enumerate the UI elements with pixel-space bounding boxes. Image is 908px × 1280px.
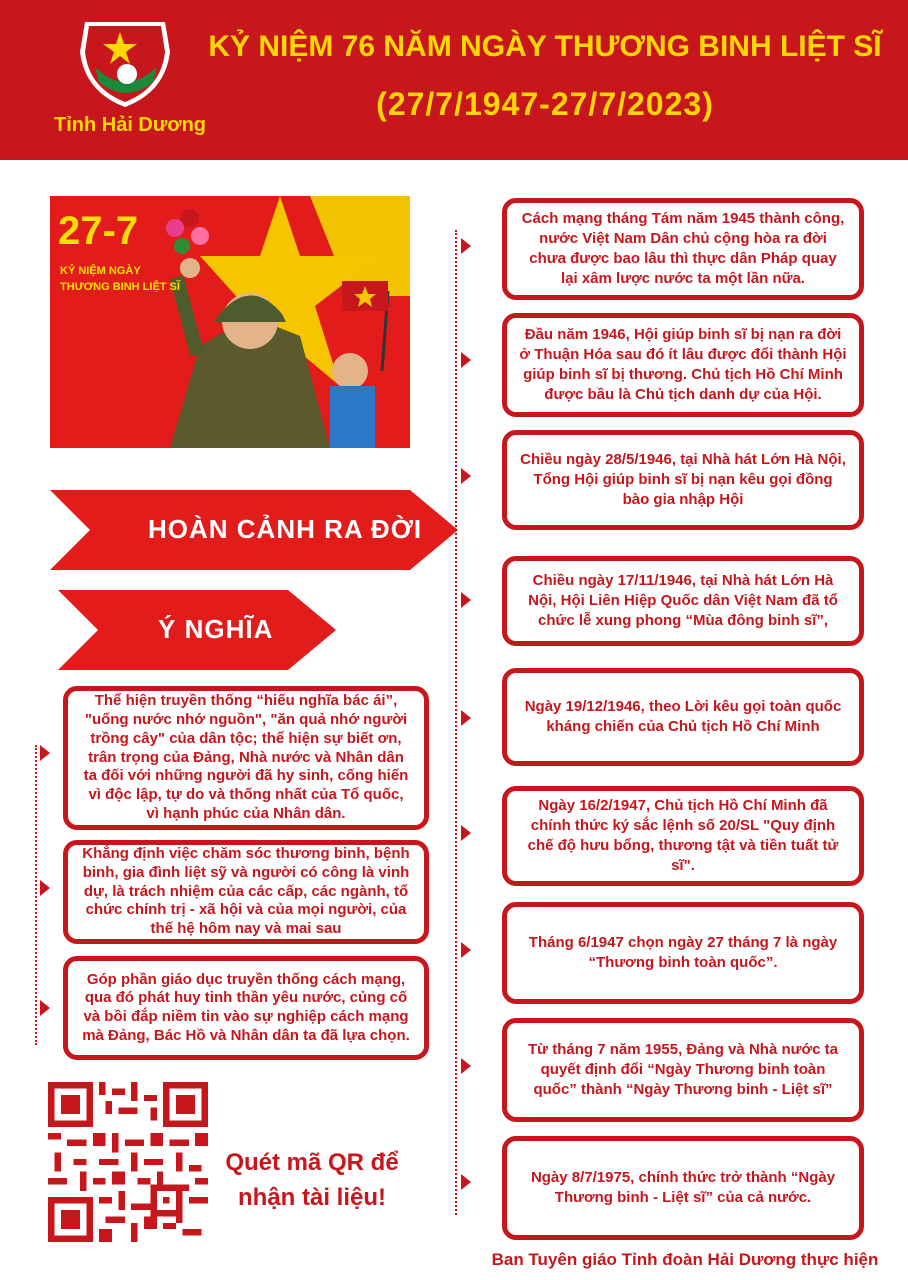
meaning-marker <box>40 880 50 896</box>
timeline-event: Ngày 16/2/1947, Chủ tịch Hồ Chí Minh đã chính thức ký sắc lệnh số 20/SL "Quy định chế độ hưu bổng, thương tật và tiền tuất tử sĩ". <box>502 786 864 886</box>
meaning-line <box>35 745 37 1045</box>
qr-instruction <box>212 1146 412 1216</box>
timeline-marker <box>461 1174 471 1190</box>
organization-name: Tỉnh Hải Dương <box>53 114 207 136</box>
timeline-marker <box>461 468 471 484</box>
page-subtitle: (27/7/1947-27/7/2023) <box>376 86 714 122</box>
meaning-item: Khẳng định việc chăm sóc thương binh, bệnh binh, gia đình liệt sỹ và người có công là vinh dự, là trách nhiệm của các cấp, các ngành, tổ chức chính trị - xã hội và của mọi người, của thế hệ hôm nay và mai sau <box>63 840 429 944</box>
background-section-label: HOÀN CẢNH RA ĐỜI <box>148 514 423 544</box>
meaning-section-label: Ý NGHĨA <box>158 614 274 644</box>
timeline-line <box>455 230 457 1215</box>
timeline-marker <box>461 942 471 958</box>
qr-instruction-line2: nhận tài liệu! <box>237 1183 386 1211</box>
timeline-event: Chiều ngày 17/11/1946, tại Nhà hát Lớn Hà Nội, Hội Liên Hiệp Quốc dân Việt Nam đã tổ chức lễ xung phong “Mùa đông binh sĩ”, <box>502 556 864 646</box>
poster-caption-1: KỶ NIỆM NGÀY <box>60 265 141 277</box>
meaning-marker <box>40 745 50 761</box>
timeline-event: Cách mạng tháng Tám năm 1945 thành công, nước Việt Nam Dân chủ cộng hòa ra đời chưa được bao lâu thì thực dân Pháp quay lại xâm lược nước ta một lần nữa. <box>502 198 864 300</box>
timeline-marker <box>461 592 471 608</box>
timeline-marker <box>461 238 471 254</box>
footer-credit: Ban Tuyên giáo Tỉnh đoàn Hải Dương thực hiện <box>491 1250 879 1269</box>
meaning-item: Góp phần giáo dục truyền thống cách mạng, qua đó phát huy tinh thần yêu nước, củng cố và bồi đắp niềm tin vào sự nghiệp cách mạng mà Đảng, Bác Hồ và Nhân dân ta đã lựa chọn. <box>63 956 429 1060</box>
poster-date: 27-7 <box>58 209 139 253</box>
commemoration-poster <box>50 196 410 448</box>
timeline-event: Ngày 8/7/1975, chính thức trở thành “Ngày Thương binh - Liệt sĩ” của cả nước. <box>502 1136 864 1240</box>
meaning-marker <box>40 1000 50 1016</box>
timeline-marker <box>461 710 471 726</box>
poster-caption-2: THƯƠNG BINH LIỆT SĨ <box>60 281 180 293</box>
page-title: KỶ NIỆM 76 NĂM NGÀY THƯƠNG BINH LIỆT SĨ <box>208 30 882 63</box>
timeline-marker <box>461 825 471 841</box>
timeline-event: Đầu năm 1946, Hội giúp binh sĩ bị nạn ra đời ở Thuận Hóa sau đó ít lâu được đổi thành Hội giúp binh sĩ bị thương. Chủ tịch Hồ Chí Minh được bầu là Chủ tịch danh dự của Hội. <box>502 313 864 417</box>
timeline-marker <box>461 352 471 368</box>
youth-union-logo <box>75 12 175 112</box>
header-banner <box>0 0 908 160</box>
qr-code[interactable] <box>48 1082 208 1242</box>
qr-instruction-line1: Quét mã QR để <box>225 1149 399 1176</box>
timeline-marker <box>461 1058 471 1074</box>
timeline-event: Tháng 6/1947 chọn ngày 27 tháng 7 là ngày “Thương binh toàn quốc”. <box>502 902 864 1004</box>
meaning-item: Thể hiện truyền thống “hiếu nghĩa bác ái”, "uống nước nhớ nguồn", "ăn quả nhớ người trồng cây" của dân tộc; thể hiện sự biết ơn, trân trọng của Đảng, Nhà nước và Nhân dân ta đối với những người đã hy sinh, cống hiến vì độc lập, tự do và thống nhất của Tổ quốc, vì hạnh phúc của Nhân dân. <box>63 686 429 830</box>
timeline-event: Ngày 19/12/1946, theo Lời kêu gọi toàn quốc kháng chiến của Chủ tịch Hồ Chí Minh <box>502 668 864 766</box>
timeline-event: Chiều ngày 28/5/1946, tại Nhà hát Lớn Hà Nội, Tổng Hội giúp binh sĩ bị nạn kêu gọi đồng bào gia nhập Hội <box>502 430 864 530</box>
timeline-event: Từ tháng 7 năm 1955, Đảng và Nhà nước ta quyết định đổi “Ngày Thương binh toàn quốc” thành “Ngày Thương binh - Liệt sĩ” <box>502 1018 864 1122</box>
